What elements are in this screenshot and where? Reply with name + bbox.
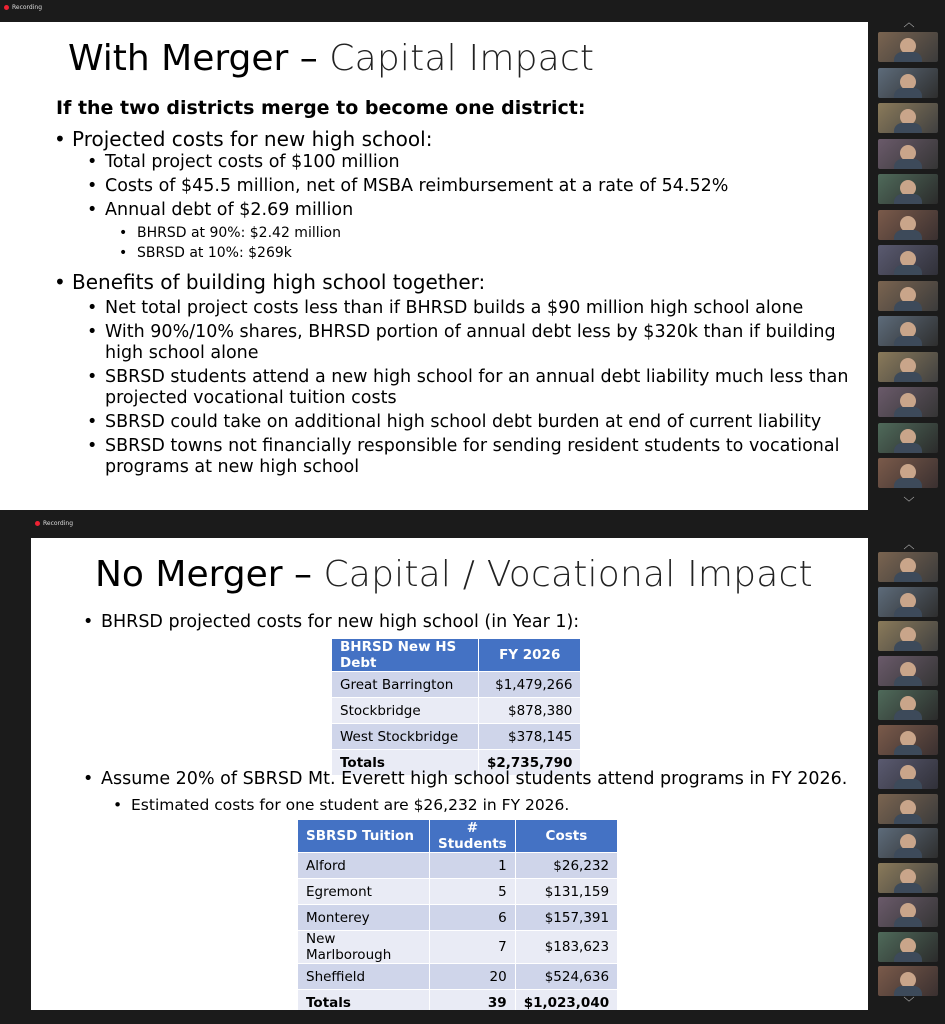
town-cell: West Stockbridge [332, 724, 479, 750]
participant-video-thumbnail[interactable] [878, 587, 938, 617]
participant-video-thumbnail[interactable] [878, 103, 938, 133]
participant-video-thumbnail[interactable] [878, 423, 938, 453]
amount-cell: $1,479,266 [479, 672, 581, 698]
participant-video-thumbnail[interactable] [878, 863, 938, 893]
table-row [332, 698, 581, 724]
amount-cell: $2,735,790 [479, 750, 581, 776]
section-bullet: • Projected costs for new high school: [72, 127, 852, 151]
participant-body [894, 478, 922, 488]
participant-video-thumbnail[interactable] [878, 458, 938, 488]
scroll-down-icon[interactable]: ﹀ [903, 996, 915, 1009]
title-bold: No Merger [95, 554, 283, 595]
column-header: SBRSD Tuition [298, 820, 430, 853]
shared-slide-with-merger [0, 22, 868, 510]
town-cell: Stockbridge [332, 698, 479, 724]
participant-body [894, 194, 922, 204]
column-header: # Students [430, 820, 516, 853]
list-item: • Total project costs of $100 million [105, 152, 852, 173]
participant-video-thumbnail[interactable] [878, 656, 938, 686]
sbrsd-tuition-table [297, 819, 618, 1010]
participant-video-thumbnail[interactable] [878, 552, 938, 582]
participant-video-thumbnail[interactable] [878, 68, 938, 98]
participant-body [894, 952, 922, 962]
list-item: • Net total project costs less than if BHRSD builds a $90 million high school alone [105, 298, 850, 319]
participant-body [894, 265, 922, 275]
section-bullet: • Benefits of building high school together: [72, 270, 852, 294]
town-cell: Egremont [298, 879, 430, 905]
table-row [298, 879, 618, 905]
participant-body [894, 52, 922, 62]
title-bold: With Merger [68, 38, 289, 79]
participant-body [894, 159, 922, 169]
bullet-list [72, 127, 852, 478]
participant-body [894, 88, 922, 98]
town-cell: New Marlborough [298, 931, 430, 964]
participant-video-thumbnail[interactable] [878, 174, 938, 204]
amount-cell: $878,380 [479, 698, 581, 724]
participant-body [894, 917, 922, 927]
title-rest: Capital / Vocational Impact [323, 554, 813, 595]
town-cell: Alford [298, 853, 430, 879]
list-item: • Costs of $45.5 million, net of MSBA reimbursement at a rate of 54.52% [105, 176, 852, 197]
participant-video-thumbnail[interactable] [878, 210, 938, 240]
table-row-totals [298, 990, 618, 1011]
cost-cell: $1,023,040 [515, 990, 617, 1011]
town-cell: Monterey [298, 905, 430, 931]
participant-body [894, 641, 922, 651]
record-dot-icon [35, 521, 40, 526]
participant-body [894, 336, 922, 346]
amount-cell: $378,145 [479, 724, 581, 750]
participant-video-thumbnail[interactable] [878, 139, 938, 169]
students-cell: 1 [430, 853, 516, 879]
students-cell: 6 [430, 905, 516, 931]
table-row [298, 931, 618, 964]
column-header: BHRSD New HS Debt [332, 639, 479, 672]
title-dash: – [288, 38, 330, 79]
list-item: • With 90%/10% shares, BHRSD portion of annual debt less by $320k than if building high school alone [105, 322, 850, 364]
participant-body [894, 230, 922, 240]
participant-video-thumbnail[interactable] [878, 387, 938, 417]
column-header: Costs [515, 820, 617, 853]
recording-label: Recording [43, 519, 74, 527]
title-rest: Capital Impact [329, 38, 595, 79]
list-item: • SBRSD towns not financially responsible for sending resident students to vocational programs at new high school [105, 436, 850, 478]
participant-video-thumbnail[interactable] [878, 32, 938, 62]
participant-video-thumbnail[interactable] [878, 932, 938, 962]
participant-body [894, 572, 922, 582]
list-item: • SBRSD students attend a new high school for an annual debt liability much less than projected vocational tuition costs [105, 367, 850, 409]
participant-panel-bottom [872, 538, 945, 1012]
participant-body [894, 745, 922, 755]
participant-body [894, 443, 922, 453]
students-cell: 7 [430, 931, 516, 964]
table-row [332, 672, 581, 698]
cost-cell: $26,232 [515, 853, 617, 879]
list-item: • SBRSD could take on additional high school debt burden at end of current liability [105, 412, 850, 433]
cost-cell: $131,159 [515, 879, 617, 905]
students-cell: 5 [430, 879, 516, 905]
bhrsd-debt-table [331, 638, 581, 776]
shared-slide-no-merger [31, 538, 868, 1010]
participant-video-thumbnail[interactable] [878, 316, 938, 346]
column-header: FY 2026 [479, 639, 581, 672]
participant-video-thumbnail[interactable] [878, 897, 938, 927]
list-item: • Assume 20% of SBRSD Mt. Everett high school students attend programs in FY 2026. [101, 769, 861, 790]
cost-cell: $524,636 [515, 964, 617, 990]
recording-indicator [0, 0, 124, 14]
students-cell: 39 [430, 990, 516, 1011]
participant-body [894, 372, 922, 382]
sub-list-item: • BHRSD at 90%: $2.42 million [137, 223, 852, 243]
slide-title [68, 38, 594, 79]
participant-body [894, 407, 922, 417]
participant-video-thumbnail[interactable] [878, 621, 938, 651]
participant-body [894, 814, 922, 824]
participant-video-thumbnail[interactable] [878, 828, 938, 858]
cost-cell: $157,391 [515, 905, 617, 931]
participant-video-thumbnail[interactable] [878, 966, 938, 996]
participant-video-thumbnail[interactable] [878, 794, 938, 824]
table-row [298, 905, 618, 931]
scroll-down-icon[interactable]: ﹀ [903, 496, 915, 509]
participant-panel-top [872, 18, 945, 512]
table-row [298, 964, 618, 990]
table-row [298, 853, 618, 879]
participant-video-thumbnail[interactable] [878, 352, 938, 382]
town-cell: Great Barrington [332, 672, 479, 698]
participant-video-thumbnail[interactable] [878, 690, 938, 720]
participant-body [894, 710, 922, 720]
recording-indicator-2 [31, 516, 155, 530]
participant-body [894, 986, 922, 996]
students-cell: 20 [430, 964, 516, 990]
participant-body [894, 676, 922, 686]
cost-cell: $183,623 [515, 931, 617, 964]
sub-list-item: • SBRSD at 10%: $269k [137, 243, 852, 263]
participant-body [894, 301, 922, 311]
scroll-up-icon[interactable]: ︿ [903, 16, 915, 29]
participant-body [894, 848, 922, 858]
list-item: • BHRSD projected costs for new high school (in Year 1): [101, 612, 579, 633]
participant-body [894, 883, 922, 893]
town-cell: Totals [332, 750, 479, 776]
title-dash: – [282, 554, 324, 595]
table-row [332, 724, 581, 750]
town-cell: Totals [298, 990, 430, 1011]
recording-label: Recording [12, 3, 43, 11]
participant-video-thumbnail[interactable] [878, 759, 938, 789]
town-cell: Sheffield [298, 964, 430, 990]
participant-video-thumbnail[interactable] [878, 245, 938, 275]
participant-video-thumbnail[interactable] [878, 725, 938, 755]
participant-body [894, 779, 922, 789]
participant-body [894, 123, 922, 133]
scroll-up-icon[interactable]: ︿ [903, 538, 915, 551]
list-item: • Annual debt of $2.69 million [105, 200, 852, 221]
slide-subheading: If the two districts merge to become one district: [56, 97, 586, 119]
sub-list-item: • Estimated costs for one student are $26,232 in FY 2026. [131, 795, 569, 815]
record-dot-icon [4, 5, 9, 10]
participant-video-thumbnail[interactable] [878, 281, 938, 311]
participant-body [894, 607, 922, 617]
slide-title [95, 554, 813, 595]
